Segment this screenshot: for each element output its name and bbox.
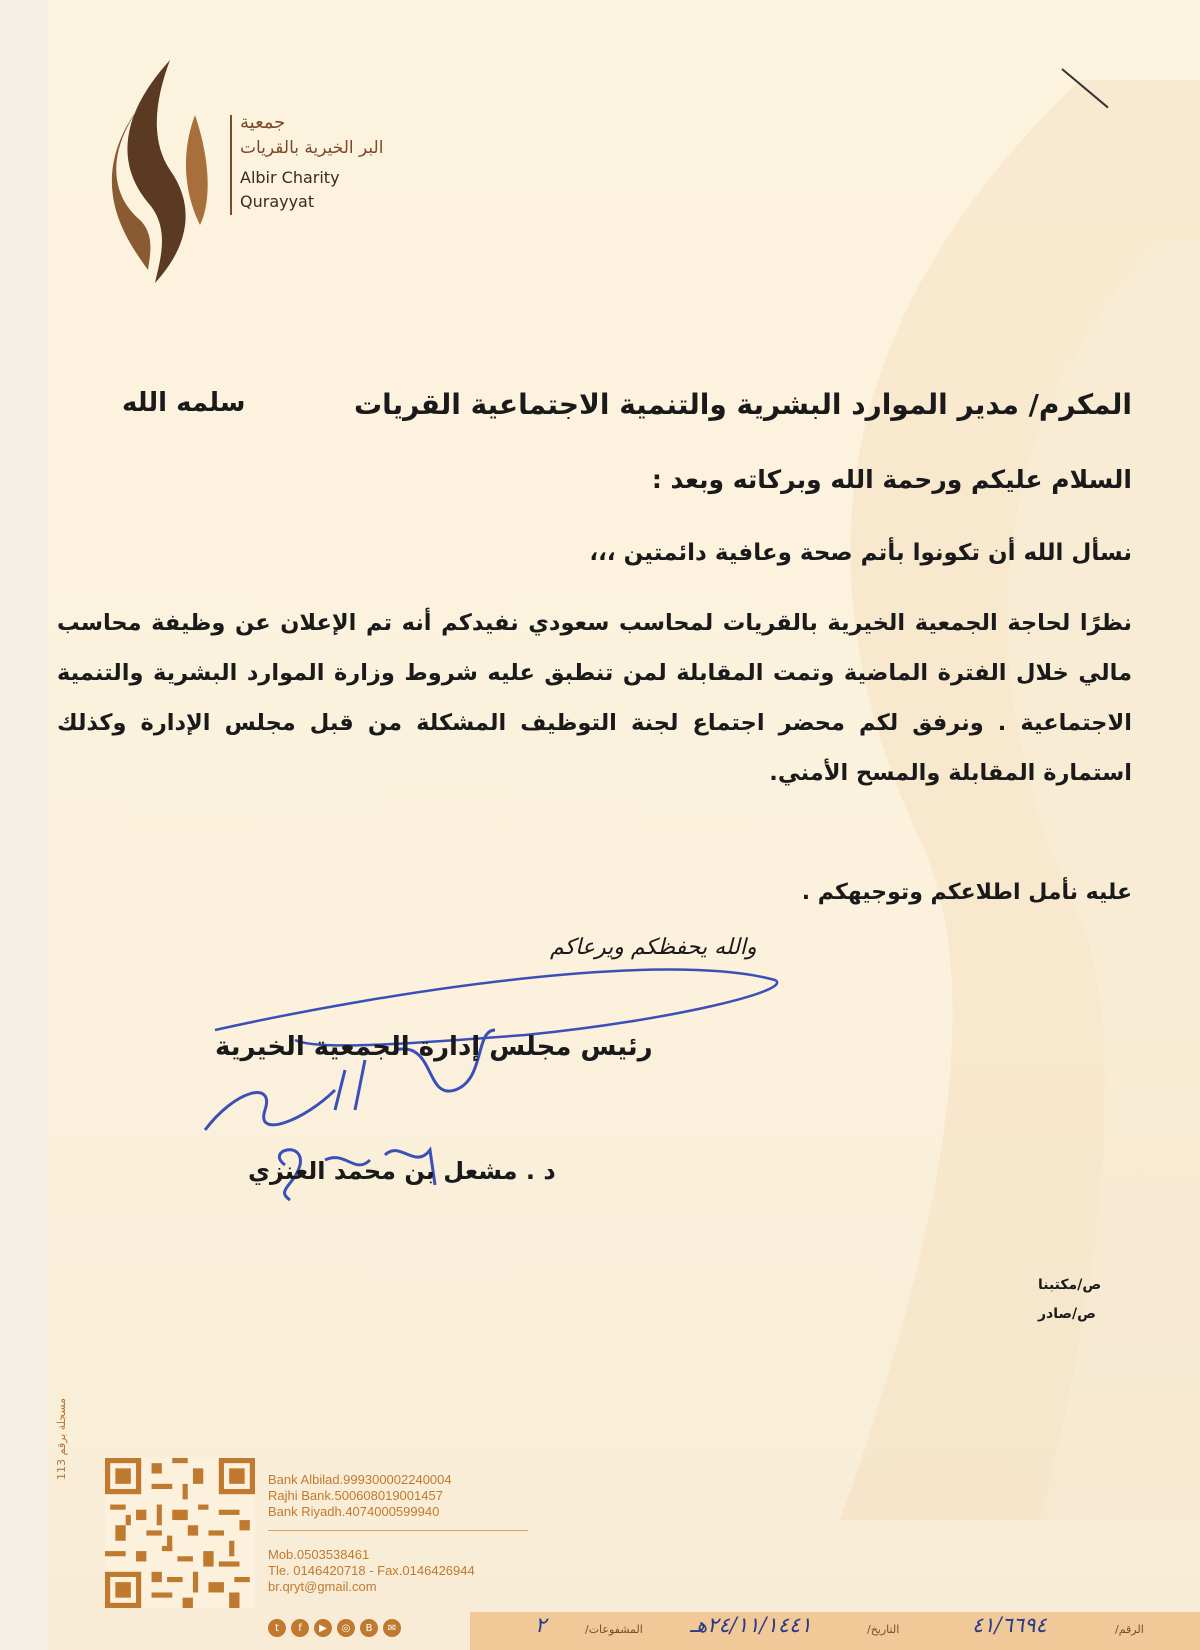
bank-albilad: Bank Albilad.999300002240004 xyxy=(268,1472,452,1487)
greeting-line: السلام عليكم ورحمة الله وبركاته وبعد : xyxy=(651,465,1132,494)
scan-edge xyxy=(0,0,48,1650)
logo-arabic-line2: البر الخيرية بالقريات xyxy=(240,138,384,158)
blogger-icon[interactable]: B xyxy=(360,1619,378,1637)
contact-email: br.qryt@gmail.com xyxy=(268,1579,377,1594)
signatory-name: د . مشعل بن محمد العنزي xyxy=(248,1157,556,1185)
number-label: الرقم/ xyxy=(1115,1623,1144,1636)
envelope-icon[interactable]: ✉ xyxy=(383,1619,401,1637)
signatory-title: رئيس مجلس إدارة الجمعية الخيرية xyxy=(215,1032,653,1062)
letter-body: نظرًا لحاجة الجمعية الخيرية بالقريات لمحاسب سعودي نفيدكم أنه تم الإعلان عن وظيفة محاسب مالي خلال الفترة الماضية وتمت المقابلة لمن تنطبق عليه شروط وزارة الموارد البشرية والتنمية الاجتماعية . ونرفق لكم محضر اجتماع لجنة التوظيف المشكلة من قبل مجلس الإدارة وكذلك استمارة المقابلة والمسح الأمني. xyxy=(57,610,1132,786)
addressee-line: المكرم/ مدير الموارد البشرية والتنمية الاجتماعية القريات xyxy=(353,388,1132,421)
instagram-icon[interactable]: ◎ xyxy=(337,1619,355,1637)
wish-line: نسأل الله أن تكونوا بأتم صحة وعافية دائمتين ،،، xyxy=(589,540,1132,566)
logo-english-line1: Albir Charity xyxy=(240,168,340,187)
date-value: ٢٤/١١/١٤٤١هـ xyxy=(690,1613,812,1637)
ref-our-office: ص/مكتبنا xyxy=(1038,1277,1102,1293)
footer-separator xyxy=(268,1530,528,1531)
contact-phone-fax: Tle. 0146420718 - Fax.0146426944 xyxy=(268,1563,475,1578)
ref-outgoing: ص/صادر xyxy=(1038,1306,1096,1322)
calligraphy-blessing: والله يحفظكم ويرعاكم xyxy=(550,935,757,960)
registration-number: مسجلة برقم 113 xyxy=(55,1397,68,1480)
handwritten-signature-icon xyxy=(195,960,835,1230)
bank-riyadh: Bank Riyadh.4074000599940 xyxy=(268,1504,440,1519)
qr-code-icon xyxy=(105,1458,255,1608)
logo-divider xyxy=(230,115,232,215)
bank-rajhi: Rajhi Bank.500608019001457 xyxy=(268,1488,443,1503)
reference-band xyxy=(470,1612,1200,1650)
honorific: سلمه الله xyxy=(122,388,246,418)
attachments-label: المشفوعات/ xyxy=(585,1623,643,1636)
logo-english-line2: Qurayyat xyxy=(240,192,315,211)
number-value: ٤١/٦٦٩٤ xyxy=(972,1613,1047,1637)
facebook-icon[interactable]: f xyxy=(291,1619,309,1637)
twitter-icon[interactable]: t xyxy=(268,1619,286,1637)
youtube-icon[interactable]: ▶ xyxy=(314,1619,332,1637)
charity-logo-icon xyxy=(100,55,220,285)
attachments-value: ٢ xyxy=(535,1613,547,1637)
contact-mobile: Mob.0503538461 xyxy=(268,1547,370,1562)
closing-line: عليه نأمل اطلاعكم وتوجيهكم . xyxy=(801,880,1132,905)
date-label: التاريخ/ xyxy=(867,1623,900,1636)
logo-arabic-line1: جمعية xyxy=(240,112,286,133)
social-icons-row xyxy=(268,1619,401,1637)
